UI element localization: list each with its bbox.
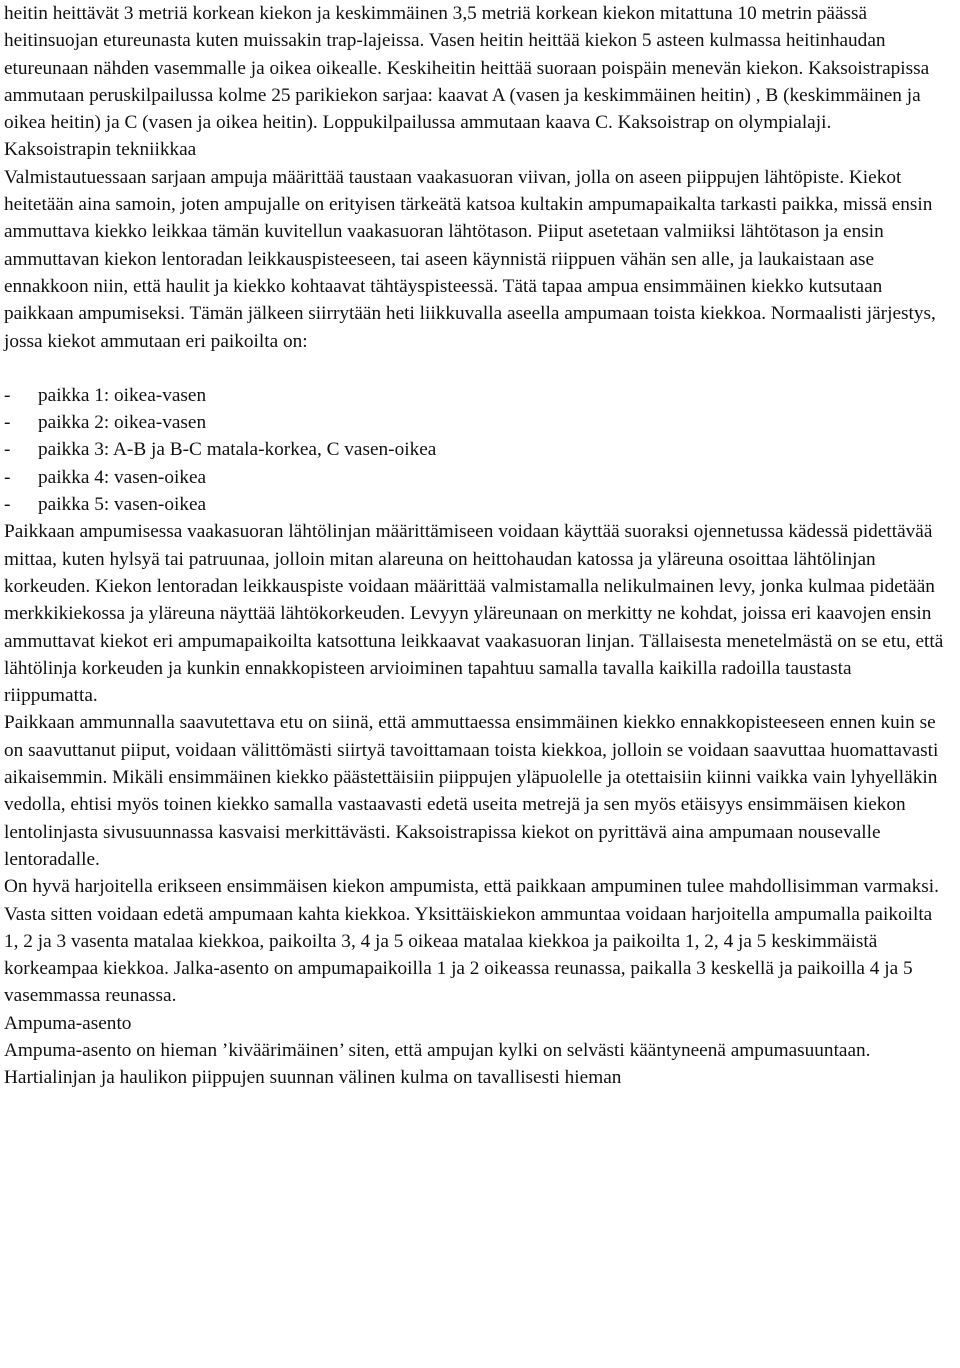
list-item-text: paikka 1: oikea-vasen [38,384,207,406]
list-item-text: paikka 3: A-B ja B-C matala-korkea, C vasen-oikea [38,439,437,461]
stance-paragraph: Ampuma-asento on hieman ’kiväärimäinen’ siten, että ampujan kylki on selvästi kääntyneenä ampumasuuntaan. Hartialinjan ja haulikon piippujen suunnan välinen kulma on tavallisesti hieman [4,1039,871,1089]
list-dash: - [4,384,11,406]
level-line-paragraph: Paikkaan ampumisessa vaakasuoran lähtölinjan määrittämiseen voidaan käyttää suoraksi ojennetussa kädessä pidettävää mittaa, kuten hylsyä tai patruunaa, jolloin mitan alareuna on heittohaudan katossa ja yläreuna osoittaa lähtölinjan korkeuden. Kiekon lentoradan leikkauspiste voidaan määrittää valmistamalla nelikulmainen levy, jonka kulmaa pidetään merkkikiekossa ja yläreuna näyttää lähtökorkeuden. Levyyn yläreunaan on merkitty ne kohdat, joissa eri kaavojen ensin ammuttavat kiekot eri ampumapaikoilta katsottuna leikkaavat vaakasuoran linjan. Tällaisesta menetelmästä on se etu, että lähtölinja korkeuden ja kunkin ennakkopisteen arvioiminen tapahtuu samalla tavalla kaikilla radoilla taustasta riippumatta. [4,521,944,707]
list-item-text: paikka 5: vasen-oikea [38,494,207,516]
list-dash: - [4,439,11,461]
list-item [4,436,944,463]
section-heading-stance: Ampuma-asento [4,1012,132,1034]
list-item [4,409,944,436]
practice-paragraph: On hyvä harjoitella erikseen ensimmäisen kiekon ampumista, että paikkaan ampuminen tulee mahdollisimman varmaksi. Vasta sitten voidaan edetä ampumaan kahta kiekkoa. Yksittäiskiekon ammuntaa voidaan harjoitella ampumalla paikoilta 1, 2 ja 3 vasenta matalaa kiekkoa, paikoilta 3, 4 ja 5 oikeaa matalaa kiekkoa ja paikoilta 1, 2, 4 ja 5 keskimmäistä korkeampaa kiekkoa. Jalka-asento on ampumapaikoilla 1 ja 2 oikeassa reunassa, paikalla 3 keskellä ja paikoilla 4 ja 5 vasemmassa reunassa. [4,876,939,1007]
advantage-paragraph: Paikkaan ammunnalla saavutettava etu on siinä, että ammuttaessa ensimmäinen kiekko ennakkopisteeseen ennen kuin se on saavuttanut piiput, voidaan välittömästi siirtyä tavoittamaan toista kiekkoa, jolloin se voidaan saavuttaa huomattavasti aikaisemmin. Mikäli ensimmäinen kiekko päästettäisiin piippujen yläpuolelle ja otettaisiin kiinni vaikka vain lyhyelläkin vedolla, ehtisi myös toinen kiekko samalla vastaavasti edetä useita metrejä ja sen myös etäisyys ensimmäisen kiekon lentolinjasta sivusuunnassa kasvaisi merkittävästi. Kaksoistrapissa kiekot on pyrittävä aina ampumaan nousevalle lentoradalle. [4,712,939,870]
shooting-order-list [4,382,944,518]
section-heading-technique: Kaksoistrapin tekniikkaa [4,139,197,161]
list-item [4,491,944,518]
list-item-text: paikka 2: oikea-vasen [38,412,207,434]
list-item-text: paikka 4: vasen-oikea [38,466,207,488]
list-dash: - [4,466,11,488]
list-item [4,382,944,409]
technique-paragraph: Valmistautuessaan sarjaan ampuja määrittää taustaan vaakasuoran viivan, jolla on aseen piippujen lähtöpiste. Kiekot heitetään aina samoin, joten ampujalle on erityisen tärkeätä katsoa kultakin ampumapaikalta tarkasti paikka, missä ensin ammuttava kiekko leikkaa tämän kuvitellun vaakasuoran lähtötason. Piiput asetetaan valmiiksi lähtötason ja ensin ammuttavan kiekon lentoradan leikkauspisteeseen, tai aseen käynnistä riippuen vähän sen alle, ja laukaistaan ase ennakkoon niin, että haulit ja kiekko kohtaavat tähtäyspisteessä. Tätä tapaa ampua ensimmäinen kiekko kutsutaan paikkaan ampumiseksi. Tämän jälkeen siirrytään heti liikkuvalla aseella ampumaan toista kiekkoa. Normaalisti järjestys, jossa kiekot ammutaan eri paikoilta on: [4,166,936,352]
list-item [4,464,944,491]
intro-paragraph: heitin heittävät 3 metriä korkean kiekon ja keskimmäinen 3,5 metriä korkean kiekon mitattuna 10 metrin päässä heitinsuojan etureunasta kuten muissakin trap-lajeissa. Vasen heitin heittää kiekon 5 asteen kulmassa heitinhaudan etureunaan nähden vasemmalle ja oikea oikealle. Keskiheitin heittää suoraan poispäin menevän kiekon. Kaksoistrapissa ammutaan peruskilpailussa kolme 25 parikiekon sarjaa: kaavat A (vasen ja keskimmäinen heitin) , B (keskimmäinen ja oikea heitin) ja C (vasen ja oikea heitin). Loppukilpailussa ammutaan kaava C. Kaksoistrap on olympialaji. [4,3,930,134]
list-dash: - [4,494,11,516]
list-dash: - [4,412,11,434]
